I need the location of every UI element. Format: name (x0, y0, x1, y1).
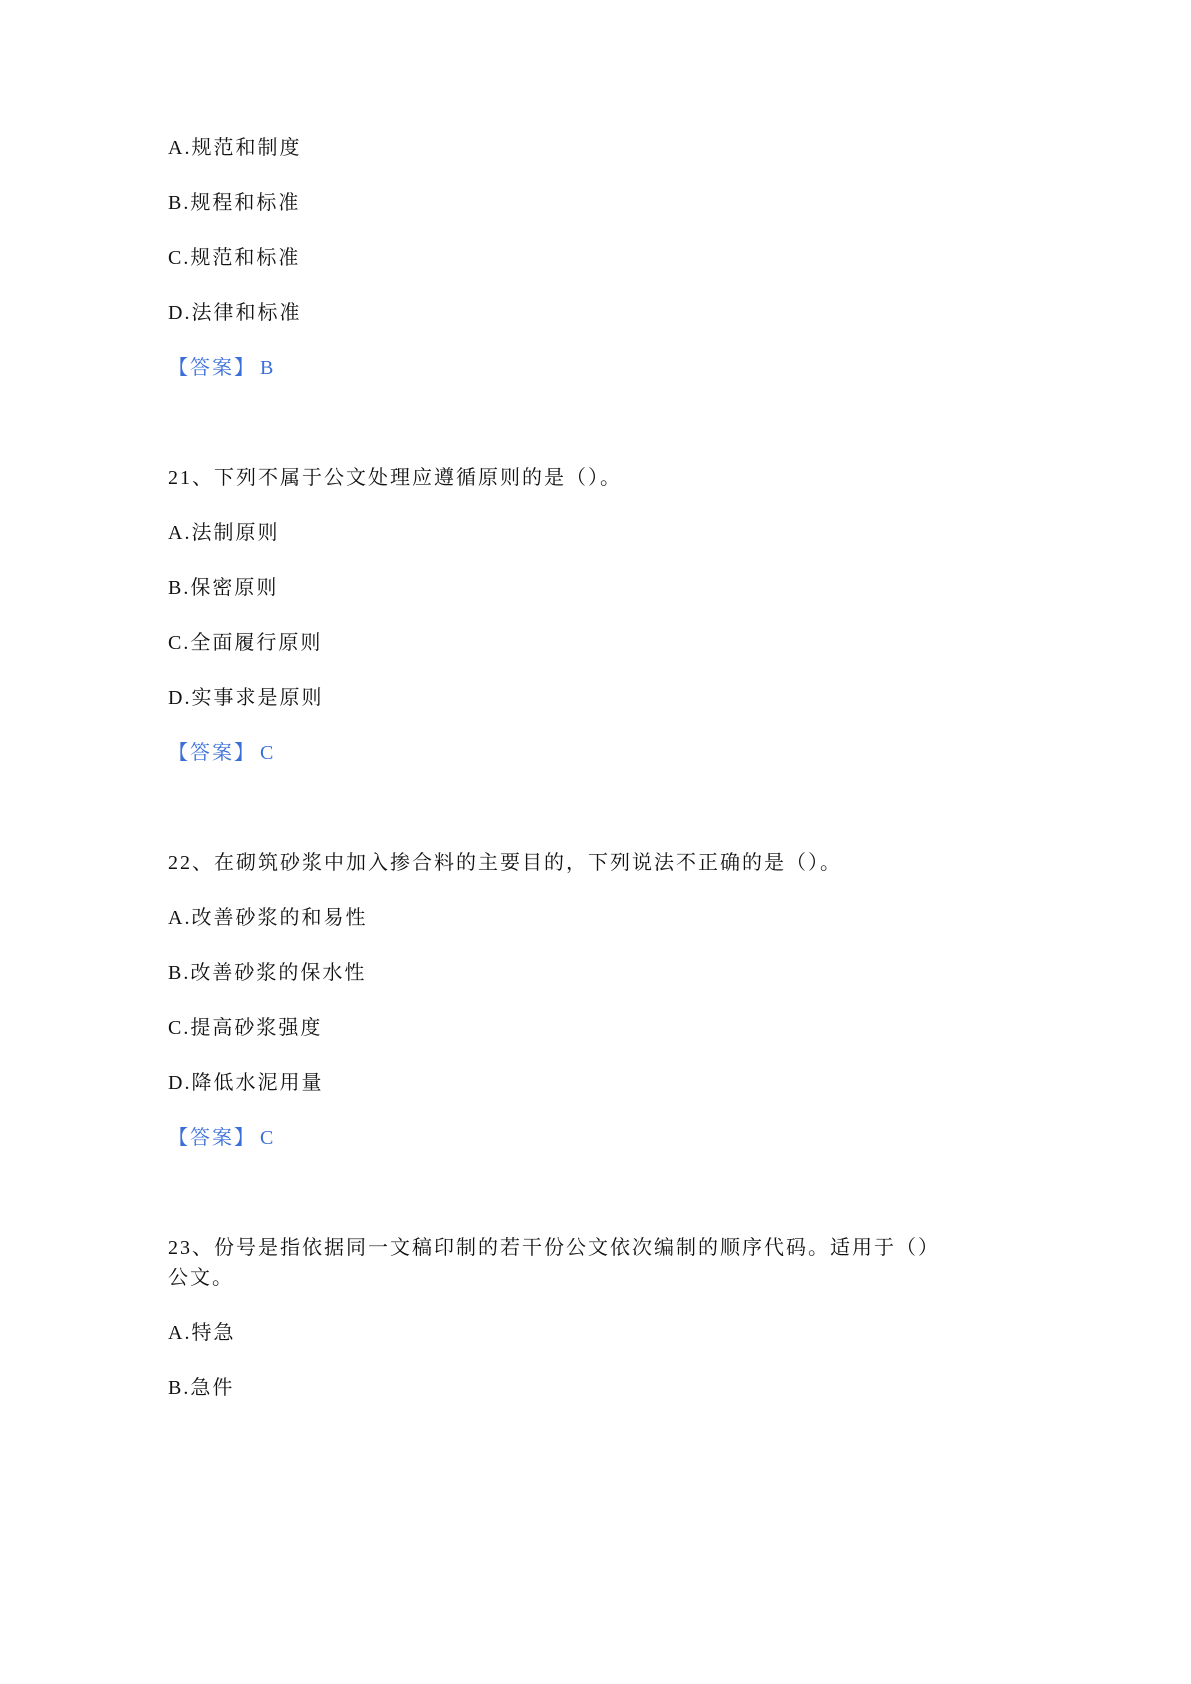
answer-label: 【答案】 (168, 742, 256, 764)
answer-value: C (260, 1127, 276, 1149)
answer-line (168, 1126, 1068, 1150)
option-a: A.特急 (168, 1322, 236, 1344)
option-a: A.法制原则 (168, 522, 280, 544)
answer-value: B (260, 357, 276, 379)
option-b: B.改善砂浆的保水性 (168, 962, 367, 984)
answer-line (168, 356, 1068, 380)
answer-line (168, 741, 1068, 765)
question-stem: 22、在砌筑砂浆中加入掺合料的主要目的，下列说法不正确的是（）。 (168, 852, 842, 874)
option-d: D.降低水泥用量 (168, 1072, 324, 1094)
option-b: B.规程和标准 (168, 192, 301, 214)
option-c: C.提高砂浆强度 (168, 1017, 323, 1039)
option-a: A.改善砂浆的和易性 (168, 907, 368, 929)
option-b: B.急件 (168, 1377, 235, 1399)
question-stem-continued: 公文。 (168, 1267, 234, 1289)
answer-value: C (260, 742, 276, 764)
option-c: C.规范和标准 (168, 247, 301, 269)
question-stem: 23、份号是指依据同一文稿印制的若干份公文依次编制的顺序代码。适用于（） (168, 1237, 940, 1259)
option-d: D.实事求是原则 (168, 687, 324, 709)
question-block-22 (168, 851, 1068, 1150)
option-a: A.规范和制度 (168, 137, 302, 159)
question-block-21 (168, 466, 1068, 765)
option-b: B.保密原则 (168, 577, 279, 599)
answer-label: 【答案】 (168, 357, 256, 379)
option-c: C.全面履行原则 (168, 632, 323, 654)
option-d: D.法律和标准 (168, 302, 302, 324)
question-block-continued (168, 136, 1068, 380)
question-block-23 (168, 1236, 1068, 1400)
question-stem: 21、下列不属于公文处理应遵循原则的是（）。 (168, 467, 622, 489)
question-list (168, 136, 1068, 1431)
answer-label: 【答案】 (168, 1127, 256, 1149)
